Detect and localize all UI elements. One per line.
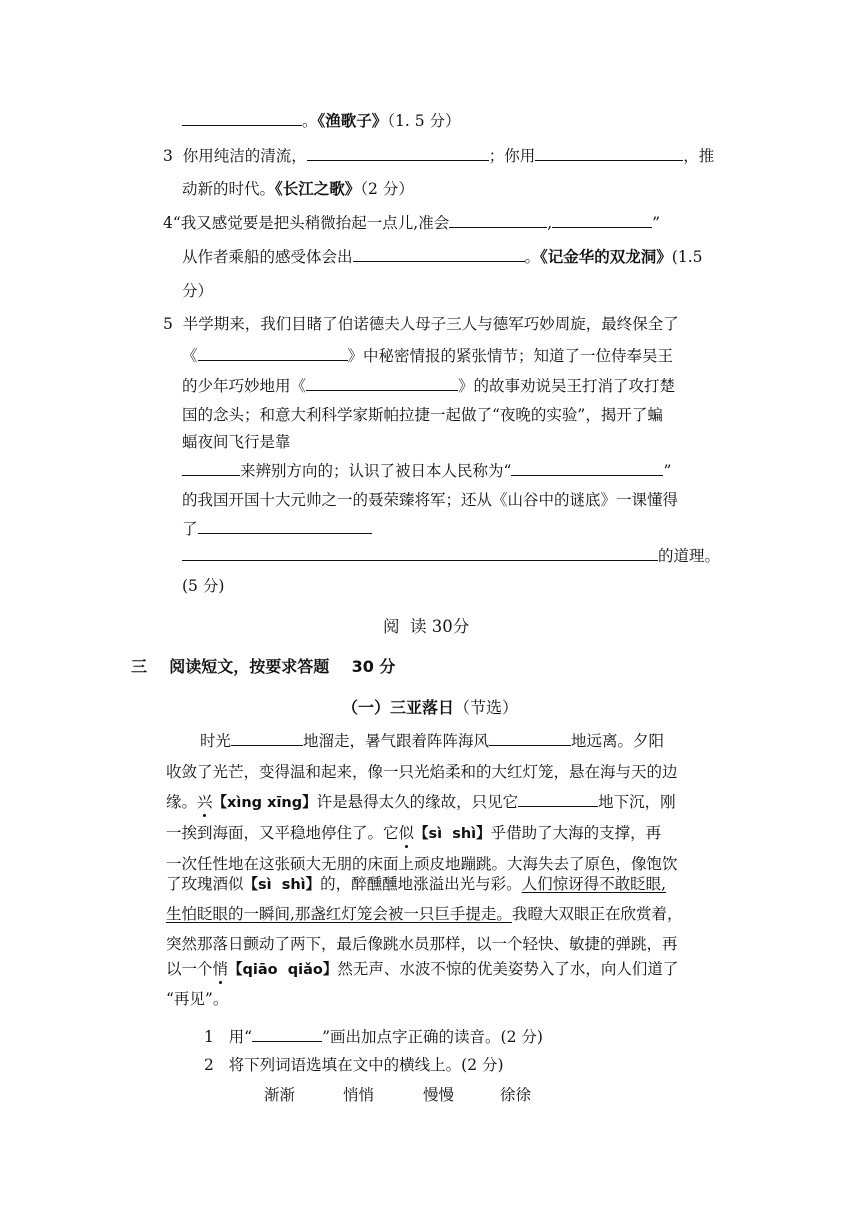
source-title: 《长江之歌》 <box>275 179 361 198</box>
q3-line1: 3 你用纯洁的清流， ；你用 ，推 <box>163 147 715 165</box>
blank[interactable] <box>306 376 458 391</box>
blank[interactable] <box>198 346 348 361</box>
dotted-char: 兴 <box>197 793 213 811</box>
pinyin-options: 【sì shì】 <box>414 826 491 842</box>
q4-line2: 从作者乘船的感受体会出 。《记金华的双龙洞》(1.5 <box>182 247 703 266</box>
blank[interactable] <box>518 792 598 807</box>
q2-line: 。《渔歌子》（1. 5 分） <box>182 111 461 131</box>
q4-score: 分） <box>182 282 214 300</box>
reading-heading: 阅 读 30分 <box>383 617 470 636</box>
blank[interactable] <box>198 519 372 534</box>
source-title: 《渔歌子》 <box>317 111 388 130</box>
blank[interactable] <box>489 731 571 746</box>
passage-line3: 缘。兴【xìng xīng】许是悬得太久的缘故，只见它 地下沉，刚 <box>166 793 676 811</box>
q5-line5: 蝠夜间飞行是靠 <box>182 433 291 451</box>
blank[interactable] <box>535 146 683 161</box>
q4-line1: 4“我又感觉要是把头稍微抬起一点儿,准会 , ” <box>163 214 661 232</box>
dotted-char: 悄 <box>212 960 229 978</box>
passage-line5: 一次任性地在这张硕大无朋的床面上顽皮地蹦跳。大海失去了原色，像饱饮 <box>166 855 678 873</box>
source-title: 《记金华的双龙洞》 <box>540 247 672 266</box>
passage-line7: 生怕眨眼的一瞬间,那盏红灯笼会被一只巨手提走。我瞪大双眼正在欣赏着， <box>166 905 683 923</box>
dotted-char: 似 <box>398 824 415 842</box>
underlined-sentence: 人们惊讶得不敢眨眼, <box>521 875 667 893</box>
q5-line3: 的少年巧妙地用《 》的故事劝说吴王打消了攻打楚 <box>182 377 676 395</box>
passage-line9: 以一个悄【qiāo qiǎo】然无声、水波不惊的优美姿势入了水，向人们道了 <box>166 960 679 978</box>
blank[interactable] <box>182 461 240 476</box>
word-option: 渐渐 <box>264 1086 296 1104</box>
passage-line2: 收敛了光芒，变得温和起来，像一只光焰柔和的大红灯笼，悬在海与天的边 <box>166 763 678 781</box>
pinyin-options: 【xìng xīng】 <box>212 795 317 811</box>
question-1: 1 用“ ”画出加点字正确的读音。(2 分) <box>204 1028 543 1046</box>
underlined-sentence: 生怕眨眼的一瞬间,那盏红灯笼会被一只巨手提走。 <box>166 905 512 923</box>
q5-line8: 了 <box>182 519 372 539</box>
blank[interactable] <box>231 731 303 746</box>
passage-line4: 一挨到海面，又平稳地停住了。它似【sì shì】乎借助了大海的支撑，再 <box>166 824 662 842</box>
blank[interactable] <box>449 213 547 228</box>
passage-line1: 时光 地溜走，暑气跟着阵阵海风 地远离。夕阳 <box>200 732 665 750</box>
blank[interactable] <box>307 146 489 161</box>
blank[interactable] <box>252 1027 322 1042</box>
word-option: 慢慢 <box>423 1086 455 1104</box>
blank[interactable] <box>353 247 525 262</box>
q5-line6: 来辨别方向的；认识了被日本人民称为“ ” <box>182 461 671 481</box>
blank[interactable] <box>182 111 302 126</box>
q5-score: (5 分) <box>182 577 225 595</box>
section-three-header: 三 阅读短文，按要求答题 30 分 <box>131 657 396 676</box>
blank[interactable] <box>182 546 658 561</box>
blank[interactable] <box>552 213 652 228</box>
question-2: 2 将下列词语选填在文中的横线上。(2 分) <box>204 1056 504 1074</box>
passage-title: （一）三亚落日（节选） <box>342 698 519 717</box>
word-option: 悄悄 <box>343 1086 375 1104</box>
q5-line9: 的道理。 <box>182 546 720 566</box>
q5-line2: 《 》中秘密情报的紧张情节；知道了一位侍奉吴王 <box>182 347 674 365</box>
passage-line6: 了玫瑰酒似【sì shì】的，醉醺醺地涨溢出光与彩。人们惊讶得不敢眨眼, <box>166 875 667 893</box>
passage-line10: “再见”。 <box>166 990 229 1008</box>
passage-line8: 突然那落日颤动了两下，最后像跳水员那样，以一个轻快、敏捷的弹跳，再 <box>166 935 678 953</box>
q5-line7: 的我国开国十大元帅之一的聂荣臻将军；还从《山谷中的谜底》一课懂得 <box>182 491 679 509</box>
q3-line2: 动新的时代。《长江之歌》（2 分） <box>182 179 414 198</box>
blank[interactable] <box>511 461 663 476</box>
q5-line4: 国的念头；和意大利科学家斯帕拉捷一起做了“夜晚的实验”，揭开了蝙 <box>182 406 663 424</box>
word-option: 徐徐 <box>500 1086 532 1104</box>
pinyin-options: 【sì shì】 <box>243 877 321 893</box>
q5-line1: 5 半学期来，我们目睹了伯诺德夫人母子三人与德军巧妙周旋，最终保全了 <box>163 315 679 333</box>
pinyin-options: 【qiāo qiǎo】 <box>228 962 338 978</box>
